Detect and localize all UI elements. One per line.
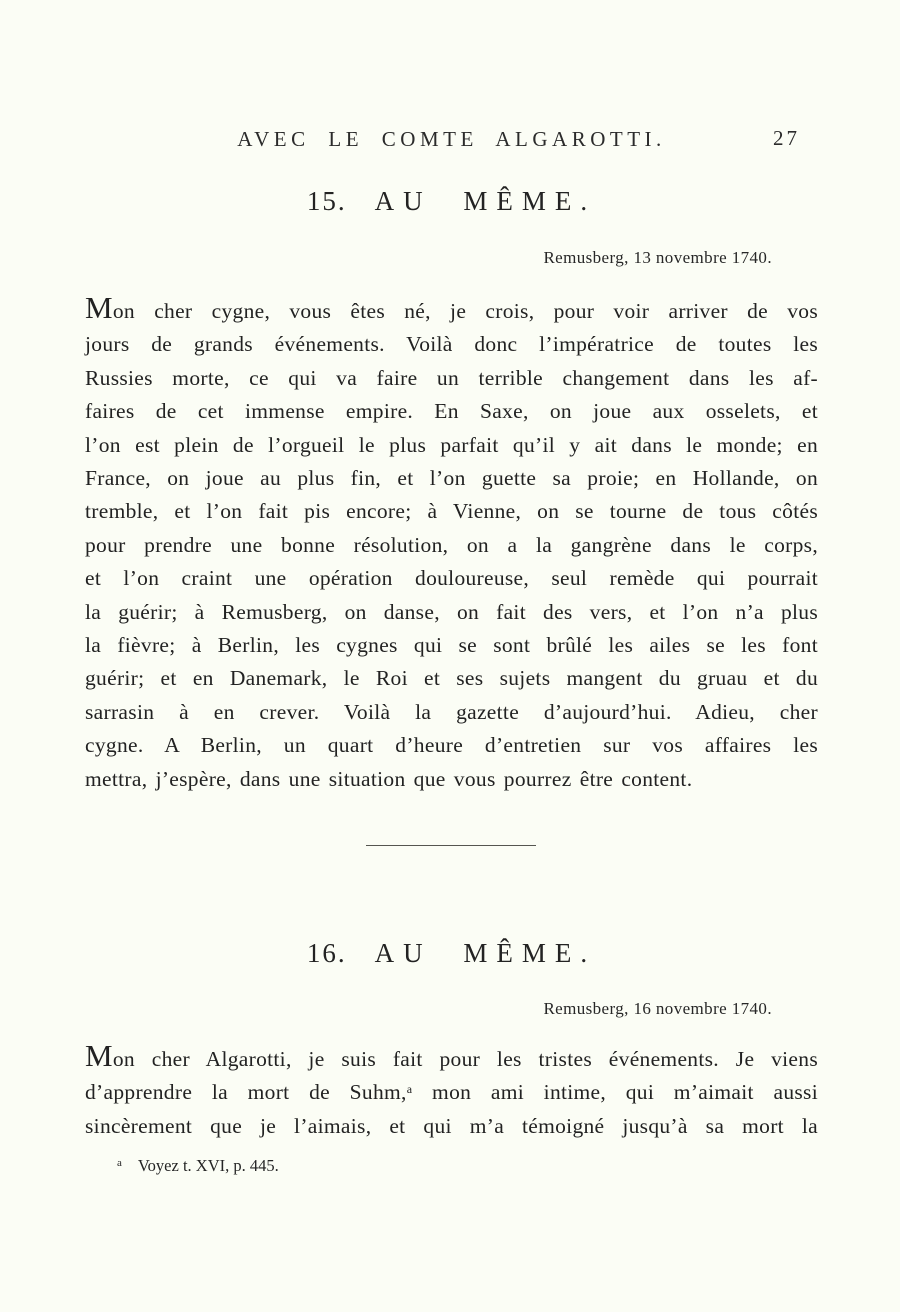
text-line: faires de cet immense empire. En Saxe, on joue aux osselets, et [85,399,818,424]
text-line: jours de grands événements. Voilà donc l’impératrice de toutes les [85,332,818,357]
footnote-marker: a [117,1157,122,1169]
letter-16-title: AU MÊME. [374,938,597,968]
text-line: Russies morte, ce qui va faire un terrible changement dans les af- [85,365,818,390]
text-line: mettra, j’espère, dans une situation que vous pourrez être content. [85,766,693,791]
letter-15-number: 15. [306,186,347,216]
text-line: sarrasin à en crever. Voilà la gazette d’aujourd’hui. Adieu, cher [85,699,818,724]
footnote [117,1156,279,1176]
page-number: 27 [773,126,800,150]
text-line: la guérir; à Remusberg, on danse, on fait des vers, et l’on n’a plus [85,599,818,624]
text-line: et l’on craint une opération douloureuse, seul remède qui pourrait [85,566,818,591]
text-line: l’on est plein de l’orgueil le plus parfait qu’il y ait dans le monde; en [85,432,818,457]
letter-16-heading [85,938,818,969]
text-line: Mon cher cygne, vous êtes né, je crois, pour voir arriver de vos [85,290,818,325]
letter-16-body [85,1040,818,1143]
text-line: cygne. A Berlin, un quart d’heure d’entretien sur vos affaires les [85,733,818,758]
letter-16-number: 16. [306,938,347,968]
running-title: AVEC LE COMTE ALGAROTTI. [237,127,666,151]
letter-15-heading [85,186,818,217]
text-line: sincèrement que je l’aimais, et qui m’a témoigné jusqu’à sa mort la [85,1113,818,1138]
text-line: la fièvre; à Berlin, les cygnes qui se sont brûlé les ailes se les font [85,633,818,658]
text-line: pour prendre une bonne résolution, on a la gangrène dans le corps, [85,532,818,557]
letter-15-body [85,292,818,796]
section-divider-rule [366,845,536,846]
text-line: d’apprendre la mort de Suhm,$^a$ mon ami intime, qui m’aimait aussi [85,1080,818,1105]
text-line: France, on joue au plus fin, et l’on guette sa proie; en Hollande, on [85,466,818,491]
text-line: guérir; et en Danemark, le Roi et ses sujets mangent du gruau et du [85,666,818,691]
footnote-text: Voyez t. XVI, p. 445. [137,1156,279,1175]
letter-15-title: AU MÊME. [374,186,597,216]
text-line: tremble, et l’on fait pis encore; à Vienne, on se tourne de tous côtés [85,499,818,524]
letter-16-dateline: Remusberg, 16 novembre 1740. [543,999,772,1018]
footnote-reference: a [406,1082,413,1097]
letter-15-dateline: Remusberg, 13 novembre 1740. [543,248,772,267]
text-line: Mon cher Algarotti, je suis fait pour les tristes événements. Je viens [85,1038,818,1073]
